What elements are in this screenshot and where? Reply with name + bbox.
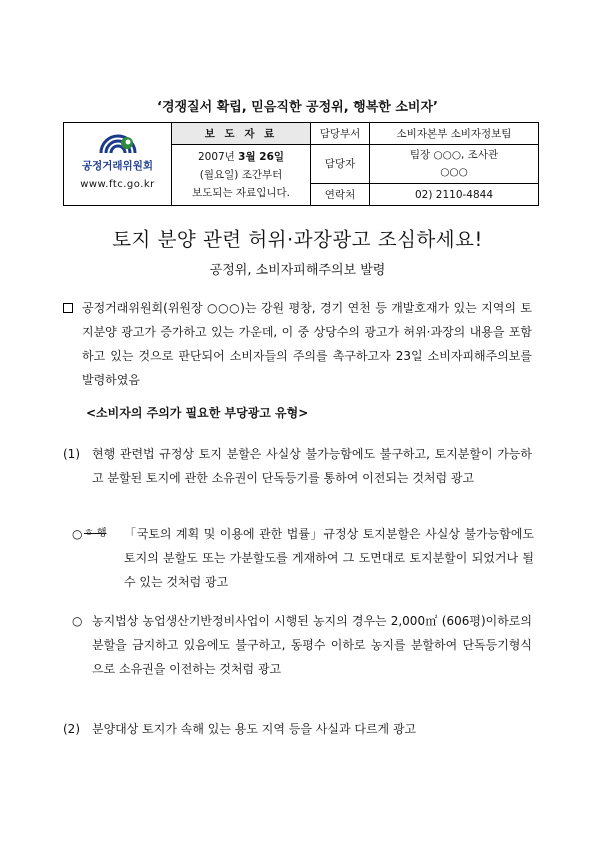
- contact-value: 02) 2110-4844: [370, 184, 539, 206]
- day-line: (월요일) 조간부터: [199, 169, 283, 181]
- dept-value: 소비자본부 소비자정보팀: [370, 123, 539, 145]
- dept-label: 담당부서: [311, 123, 370, 145]
- org-name: 공정거래위원회: [81, 160, 153, 172]
- item-3-text: 농지법상 농업생산기반정비사업이 시행된 농지의 경우는 2,000㎡ (606평)이하로의 분할을 금지하고 있음에도 불구하고, 동평수 이하로 농지를 분할하여 단독등기형식으로 소유권을 이전하는 것처럼 광고: [92, 614, 532, 676]
- release-note: 보도되는 자료입니다.: [192, 187, 290, 199]
- date-bold: 3월 26일: [238, 151, 285, 163]
- embargo-cell: [172, 145, 311, 206]
- page-title: 토지 분양 관련 허위·과장광고 조심하세요!: [112, 228, 483, 251]
- person-value-2: ○○○: [440, 166, 468, 178]
- page-subtitle: 공정위, 소비자피해주의보 발령: [209, 263, 386, 278]
- item-4-marker: (2): [63, 722, 80, 736]
- date-prefix: 2007년: [197, 151, 235, 163]
- item-4-text: 분양대상 토지가 속해 있는 용도 지역 등을 사실과 다르게 광고: [92, 722, 417, 736]
- intro-paragraph: 공정거래위원회(위원장 ○○○)는 강원 평창, 경기 연천 등 개발호재가 있는 지역의 토지분양 광고가 증가하고 있는 가운데, 이 중 상당수의 광고가 허위·과장의 내용을 포함하고 있는 것으로 판단되어 소비자들의 주의를 촉구하고자 23일 소비자피해주의보를 발령하였음: [82, 301, 532, 387]
- person-value-1: 팀장 ○○○, 조사관: [409, 149, 499, 161]
- press-release-header-table: [63, 122, 539, 206]
- press-release-label: 보 도 자 료: [172, 123, 311, 145]
- item-3-marker: ○: [72, 614, 83, 628]
- item-1-marker: (1): [63, 447, 80, 461]
- square-bullet-icon: [63, 303, 73, 313]
- item-1-text: 현행 관련법 규정상 토지 분할은 사실상 불가능함에도 불구하고, 토지분할이 가능하고 분할된 토지에 관한 소유권이 단독등기를 통하여 이전되는 것처럼 광고: [92, 447, 532, 485]
- website: www.ftc.go.kr: [80, 179, 155, 190]
- contact-label: 연락처: [311, 184, 370, 206]
- person-value-cell: [370, 145, 539, 184]
- motto: ‘경쟁질서 확립, 믿음직한 공정위, 행복한 소비자’: [157, 100, 438, 115]
- item-2-struck-text: ㅎ 행: [84, 528, 107, 539]
- logo-cell: [64, 123, 172, 206]
- item-2-marker: ○: [72, 527, 83, 541]
- person-label: 담당자: [311, 145, 370, 184]
- section-heading: <소비자의 주의가 필요한 부당광고 유형>: [86, 406, 309, 420]
- ftc-logo-icon: [98, 126, 138, 158]
- item-2-text: 「국토의 계획 및 이용에 관한 법률」규정상 토지분할은 사실상 불가능함에도 토지의 분할도 또는 가분할도를 게재하여 그 도면대로 토지분할이 되었거나 될 수 있는 것처럼 광고: [124, 527, 534, 589]
